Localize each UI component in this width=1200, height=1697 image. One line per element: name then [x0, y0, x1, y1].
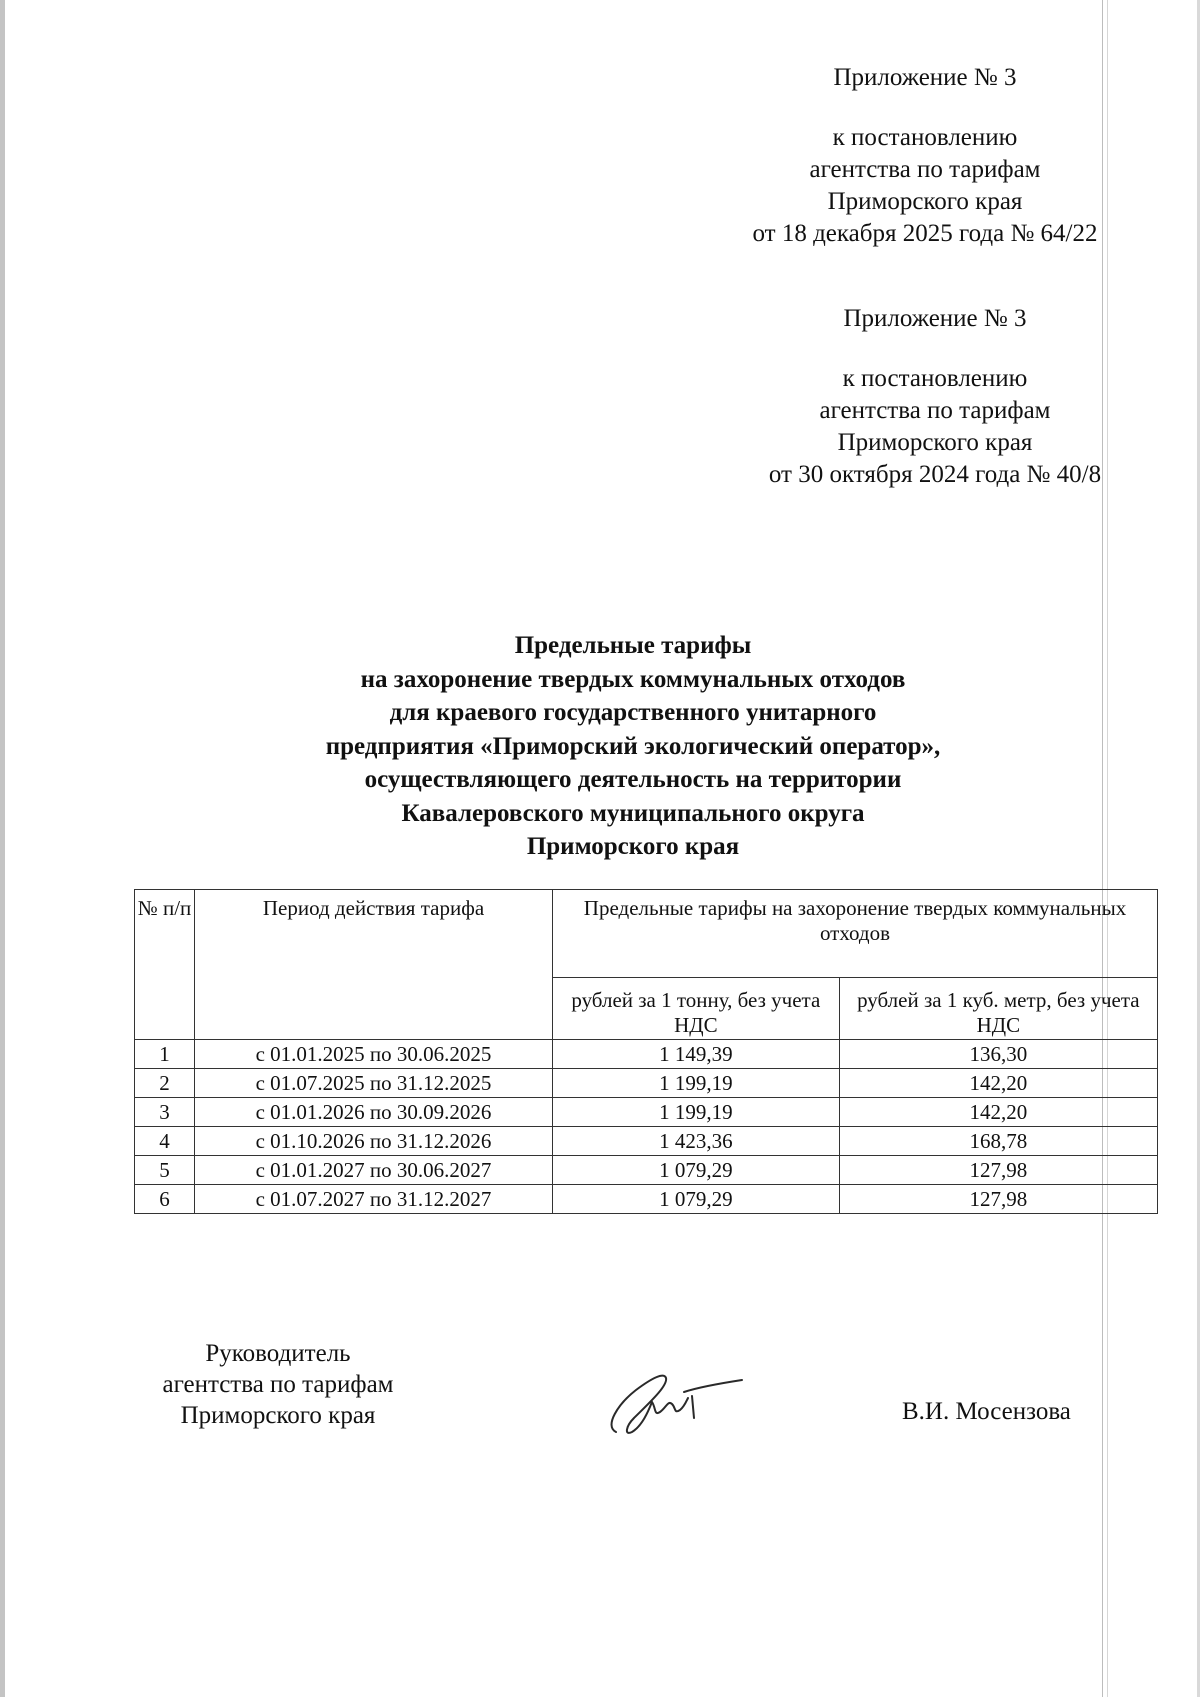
table-row: [135, 1185, 1158, 1214]
row-per-ton: 1 079,29: [553, 1156, 840, 1185]
header-period: Период действия тарифа: [195, 890, 553, 1040]
title-line: предприятия «Приморский экологический оператор»,: [325, 732, 941, 760]
appendix-decree-line: от 30 октября 2024 года № 40/8: [768, 461, 1102, 488]
row-per-ton: 1 079,29: [553, 1185, 840, 1214]
appendix-line: Приморского края: [837, 429, 1033, 456]
row-per-ton: 1 199,19: [553, 1098, 840, 1127]
appendix-line: Приморского края: [827, 188, 1023, 215]
header-per-ton: рублей за 1 тонну, без учета НДС: [553, 978, 840, 1040]
row-period: с 01.01.2025 по 30.06.2025: [195, 1040, 553, 1069]
appendix-original-block: [725, 303, 1145, 491]
row-per-m3: 136,30: [839, 1040, 1157, 1069]
signatory-name: В.И. Мосензова: [902, 1398, 1071, 1425]
appendix-line: агентства по тарифам: [819, 397, 1051, 424]
table-row: [135, 1069, 1158, 1098]
scan-edge-left: [0, 0, 5, 1697]
row-per-m3: 127,98: [839, 1156, 1157, 1185]
appendix-line: к постановлению: [842, 365, 1028, 392]
appendix-heading: Приложение № 3: [833, 64, 1017, 91]
appendix-line: агентства по тарифам: [809, 156, 1041, 183]
row-period: с 01.01.2026 по 30.09.2026: [195, 1098, 553, 1127]
table-row: [135, 1127, 1158, 1156]
row-number: 4: [135, 1127, 195, 1156]
document-title: [236, 629, 1030, 864]
appendix-heading: Приложение № 3: [843, 305, 1027, 332]
table-row: [135, 1098, 1158, 1127]
row-period: с 01.07.2027 по 31.12.2027: [195, 1185, 553, 1214]
appendix-decree-line: от 18 декабря 2025 года № 64/22: [752, 220, 1098, 247]
table-row: [135, 1040, 1158, 1069]
appendix-line: к постановлению: [832, 124, 1018, 151]
row-period: с 01.10.2026 по 31.12.2026: [195, 1127, 553, 1156]
row-per-m3: 168,78: [839, 1127, 1157, 1156]
table-row: [135, 1156, 1158, 1185]
header-number: № п/п: [135, 890, 195, 1040]
row-per-ton: 1 423,36: [553, 1127, 840, 1156]
row-per-m3: 127,98: [839, 1185, 1157, 1214]
signatory-position-line: агентства по тарифам: [162, 1371, 394, 1398]
signatory-position-line: Руководитель: [205, 1340, 351, 1367]
title-line: для краевого государственного унитарного: [389, 699, 877, 726]
row-per-m3: 142,20: [839, 1069, 1157, 1098]
table-header-row: [135, 890, 1158, 978]
scan-artifact-line: [1107, 0, 1108, 1697]
row-number: 6: [135, 1185, 195, 1214]
row-number: 3: [135, 1098, 195, 1127]
row-period: с 01.07.2025 по 31.12.2025: [195, 1069, 553, 1098]
title-line: Предельные тарифы: [514, 632, 752, 659]
row-period: с 01.01.2027 по 30.06.2027: [195, 1156, 553, 1185]
appendix-current-block: [715, 62, 1135, 250]
title-line: осуществляющего деятельность на территории: [364, 766, 902, 793]
tariff-table: [134, 889, 1158, 1214]
title-line: Приморского края: [526, 833, 740, 860]
row-per-m3: 142,20: [839, 1098, 1157, 1127]
header-per-cubic-meter: рублей за 1 куб. метр, без учета НДС: [839, 978, 1157, 1040]
handwritten-signature: [596, 1352, 746, 1442]
row-per-ton: 1 199,19: [553, 1069, 840, 1098]
row-number: 1: [135, 1040, 195, 1069]
title-line: Кавалеровского муниципального округа: [401, 799, 865, 827]
row-per-ton: 1 149,39: [553, 1040, 840, 1069]
title-line: на захоронение твердых коммунальных отходов: [360, 665, 906, 693]
row-number: 5: [135, 1156, 195, 1185]
signatory-position: [128, 1338, 428, 1431]
header-tariff-group: Предельные тарифы на захоронение твердых коммунальных отходов: [553, 890, 1158, 978]
scan-artifact-line: [1102, 0, 1103, 1697]
row-number: 2: [135, 1069, 195, 1098]
signatory-position-line: Приморского края: [180, 1402, 376, 1429]
